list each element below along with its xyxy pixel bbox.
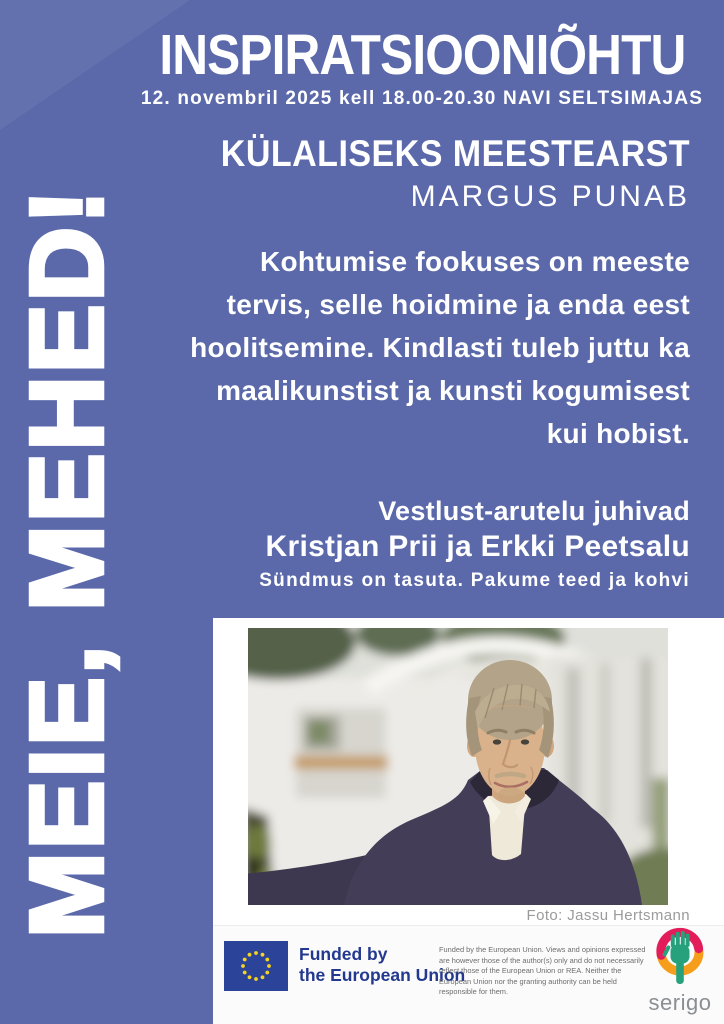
description-line: hoolitsemine. Kindlasti tuleb juttu ka: [190, 332, 690, 363]
serigo-wordmark: serigo: [648, 990, 712, 1015]
eu-funding-logo: [224, 941, 465, 991]
guest-name: MARGUS PUNAB: [410, 180, 690, 213]
photo-credit: Foto: Jassu Hertsmann: [526, 907, 690, 924]
portrait-illustration: [248, 628, 668, 905]
hosts-names: Kristjan Prii ja Erkki Peetsalu: [265, 530, 690, 563]
vertical-banner-text: MEIE, MEHED!: [9, 186, 124, 938]
eu-funding-label-line1: Funded by: [299, 944, 388, 964]
guest-portrait-photo: [248, 628, 668, 905]
page-title-text: INSPIRATSIOONIÕHTU: [159, 23, 686, 87]
hosts-intro: Vestlust-arutelu juhivad: [378, 496, 690, 526]
serigo-hand-ring-icon: [653, 926, 707, 986]
eu-disclaimer-text: Funded by the European Union. Views and opinions expressed are however those of the author(s) only and do not necessarily reflect those of the European Union or REA. Neither the European Union nor the granting authority can be held responsible for them.: [439, 945, 646, 997]
eu-funding-label-line2: the European Union: [299, 965, 466, 985]
eu-flag-icon: [224, 941, 288, 991]
serigo-logo: [643, 926, 717, 1014]
description-line: tervis, selle hoidmine ja enda eest: [226, 289, 690, 320]
event-date-location: 12. novembril 2025 kell 18.00-20.30 NAVI SELTSIMAJAS: [140, 88, 704, 109]
description-line: Kohtumise fookuses on meeste: [259, 246, 690, 277]
free-admission-note: Sündmus on tasuta. Pakume teed ja kohvi: [259, 570, 690, 591]
guest-heading-text: KÜLALISEKS MEESTEARST: [220, 133, 690, 174]
description-line: kui hobist.: [546, 418, 690, 449]
page-title: [120, 22, 724, 88]
event-description: [190, 240, 690, 455]
photo-footer-panel: [213, 618, 724, 1024]
guest-heading: [180, 133, 690, 175]
description-line: maalikunstist ja kunsti kogumisest: [216, 375, 690, 406]
